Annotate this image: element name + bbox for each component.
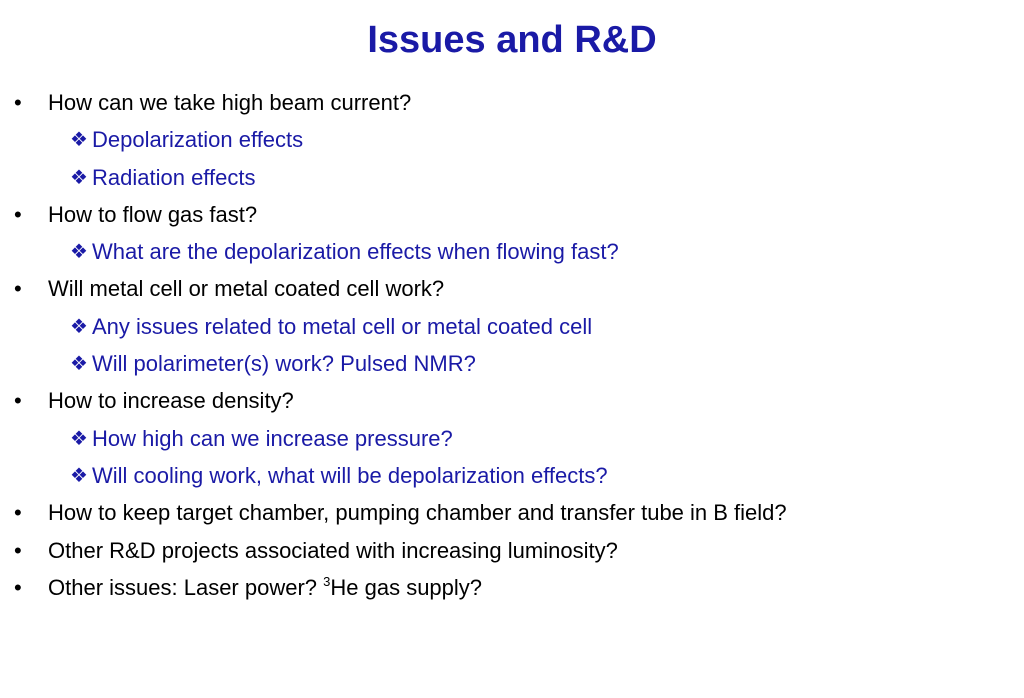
sub-bullet-item bbox=[14, 461, 1004, 498]
bullet-item bbox=[14, 386, 1004, 423]
bullet-marker: • bbox=[14, 574, 22, 600]
sub-bullet-item bbox=[14, 349, 1004, 386]
bullet-text: How to flow gas fast? bbox=[48, 201, 258, 227]
bullet-text-part: He gas supply? bbox=[330, 574, 483, 600]
diamond-bullet-icon: ❖ bbox=[70, 241, 88, 264]
diamond-bullet-icon: ❖ bbox=[70, 427, 88, 450]
bullet-text-part: Other issues: Laser power? bbox=[48, 574, 324, 600]
bullet-text: How can we take high beam current? bbox=[48, 90, 412, 115]
bullet-marker: • bbox=[14, 500, 22, 526]
bullet-list bbox=[14, 88, 1004, 610]
sub-bullet-item bbox=[14, 424, 1004, 461]
bullet-marker: • bbox=[14, 201, 22, 227]
sub-bullet-item bbox=[14, 237, 1004, 274]
bullet-item bbox=[14, 536, 1004, 573]
bullet-item bbox=[14, 88, 1004, 125]
bullet-marker: • bbox=[14, 90, 22, 115]
sub-bullet-text: Any issues related to metal cell or metal coated cell bbox=[92, 313, 593, 339]
bullet-text: How to increase density? bbox=[48, 388, 294, 414]
bullet-item bbox=[14, 498, 1004, 535]
sub-bullet-text: Will cooling work, what will be depolarization effects? bbox=[92, 462, 608, 488]
bullet-item bbox=[14, 274, 1004, 311]
bullet-text: How to keep target chamber, pumping chamber and transfer tube in B field? bbox=[48, 500, 787, 526]
sub-bullet-text: How high can we increase pressure? bbox=[92, 425, 453, 451]
sub-bullet-item bbox=[14, 163, 1004, 200]
sub-bullet-text: Depolarization effects bbox=[92, 127, 304, 153]
sub-bullet-text: Will polarimeter(s) work? Pulsed NMR? bbox=[92, 351, 476, 377]
sub-bullet-text: Radiation effects bbox=[92, 164, 256, 190]
bullet-text: Other R&D projects associated with increasing luminosity? bbox=[48, 537, 618, 563]
bullet-marker: • bbox=[14, 276, 22, 302]
sub-bullet-item bbox=[14, 125, 1004, 162]
isotope-superscript: 3 bbox=[323, 573, 331, 589]
sub-bullet-text: What are the depolarization effects when flowing fast? bbox=[92, 239, 619, 265]
sub-bullet-item bbox=[14, 312, 1004, 349]
bullet-item bbox=[14, 200, 1004, 237]
bullet-item bbox=[14, 573, 1004, 610]
bullet-marker: • bbox=[14, 388, 22, 414]
diamond-bullet-icon: ❖ bbox=[70, 353, 88, 376]
diamond-bullet-icon: ❖ bbox=[70, 129, 88, 152]
slide-title: Issues and R&D bbox=[367, 19, 657, 61]
bullet-text: Will metal cell or metal coated cell work? bbox=[48, 276, 445, 302]
bullet-marker: • bbox=[14, 537, 22, 563]
bullet-text bbox=[48, 573, 482, 603]
diamond-bullet-icon: ❖ bbox=[70, 315, 88, 338]
diamond-bullet-icon: ❖ bbox=[70, 166, 88, 189]
diamond-bullet-icon: ❖ bbox=[70, 464, 88, 487]
